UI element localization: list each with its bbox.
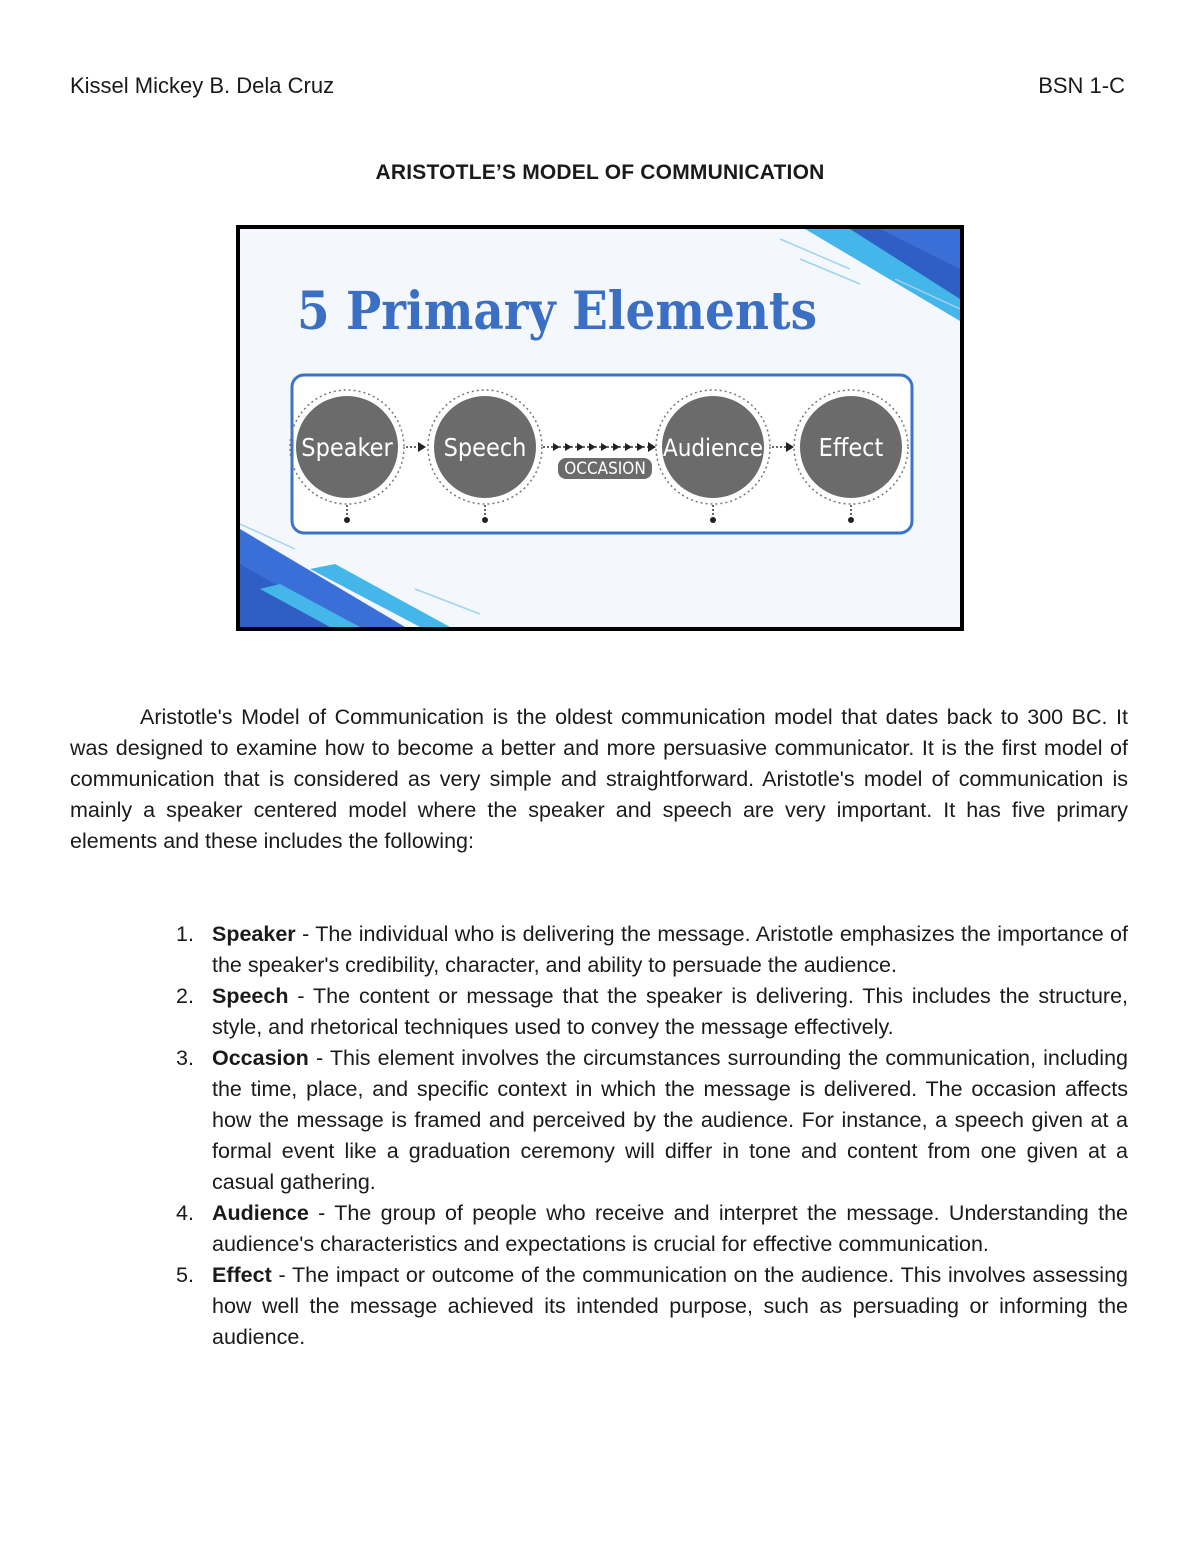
author-name: Kissel Mickey B. Dela Cruz [70,73,335,98]
list-number: 4. [176,1201,194,1225]
list-number: 3. [176,1046,194,1070]
class-section: BSN 1-C [1038,73,1125,98]
page-title: ARISTOTLE’S MODEL OF COMMUNICATION [375,161,825,184]
element-description: - The individual who is delivering the message. Aristotle emphasizes the importance of the speaker's credibility, character, and ability to persuade the audience. [212,922,1128,977]
element-description: - The impact or outcome of the communication on the audience. This involves assessing how well the message achieved its intended purpose, such as persuading or informing the audience. [212,1263,1128,1349]
list-item [170,1043,1128,1198]
occasion-label: OCCASION [564,459,646,479]
element-term: Effect [212,1263,272,1287]
element-term: Speech [212,984,289,1008]
intro-paragraph: Aristotle's Model of Communication is the oldest communication model that dates back to 300 BC. It was designed to examine how to become a better and more persuasive communicator. It is the first model of communication that is considered as very simple and straightforward. Aristotle's model of communication is mainly a speaker centered model where the speaker and speech are very important. It has five primary elements and these includes the following: [70,705,1128,853]
node-label-speaker: Speaker [301,433,393,462]
list-item [170,1260,1128,1353]
list-number: 1. [176,922,194,946]
list-number: 5. [176,1263,194,1287]
model-diagram [240,229,960,627]
figure-heading: 5 Primary Elements [297,281,817,342]
element-term: Speaker [212,922,296,946]
element-description: - The content or message that the speaker is delivering. This includes the structure, style, and rhetorical techniques used to convey the message effectively. [212,984,1128,1039]
node-label-speech: Speech [443,433,527,462]
elements-list [170,919,1128,1353]
list-item [170,981,1128,1043]
decor-bottom-left [240,524,480,627]
list-item [170,919,1128,981]
element-description: - This element involves the circumstances surrounding the communication, including the time, place, and specific context in which the message is delivered. The occasion affects how the message is framed and perceived by the audience. For instance, a speech given at a formal event like a graduation ceremony will differ in tone and content from one given at a casual gathering. [212,1046,1128,1194]
element-term: Audience [212,1201,309,1225]
model-figure [236,225,964,631]
node-label-audience: Audience [663,434,763,462]
element-term: Occasion [212,1046,309,1070]
list-item [170,1198,1128,1260]
node-label-effect: Effect [818,433,884,462]
element-description: - The group of people who receive and interpret the message. Understanding the audience's characteristics and expectations is crucial for effective communication. [212,1201,1128,1256]
list-number: 2. [176,984,194,1008]
